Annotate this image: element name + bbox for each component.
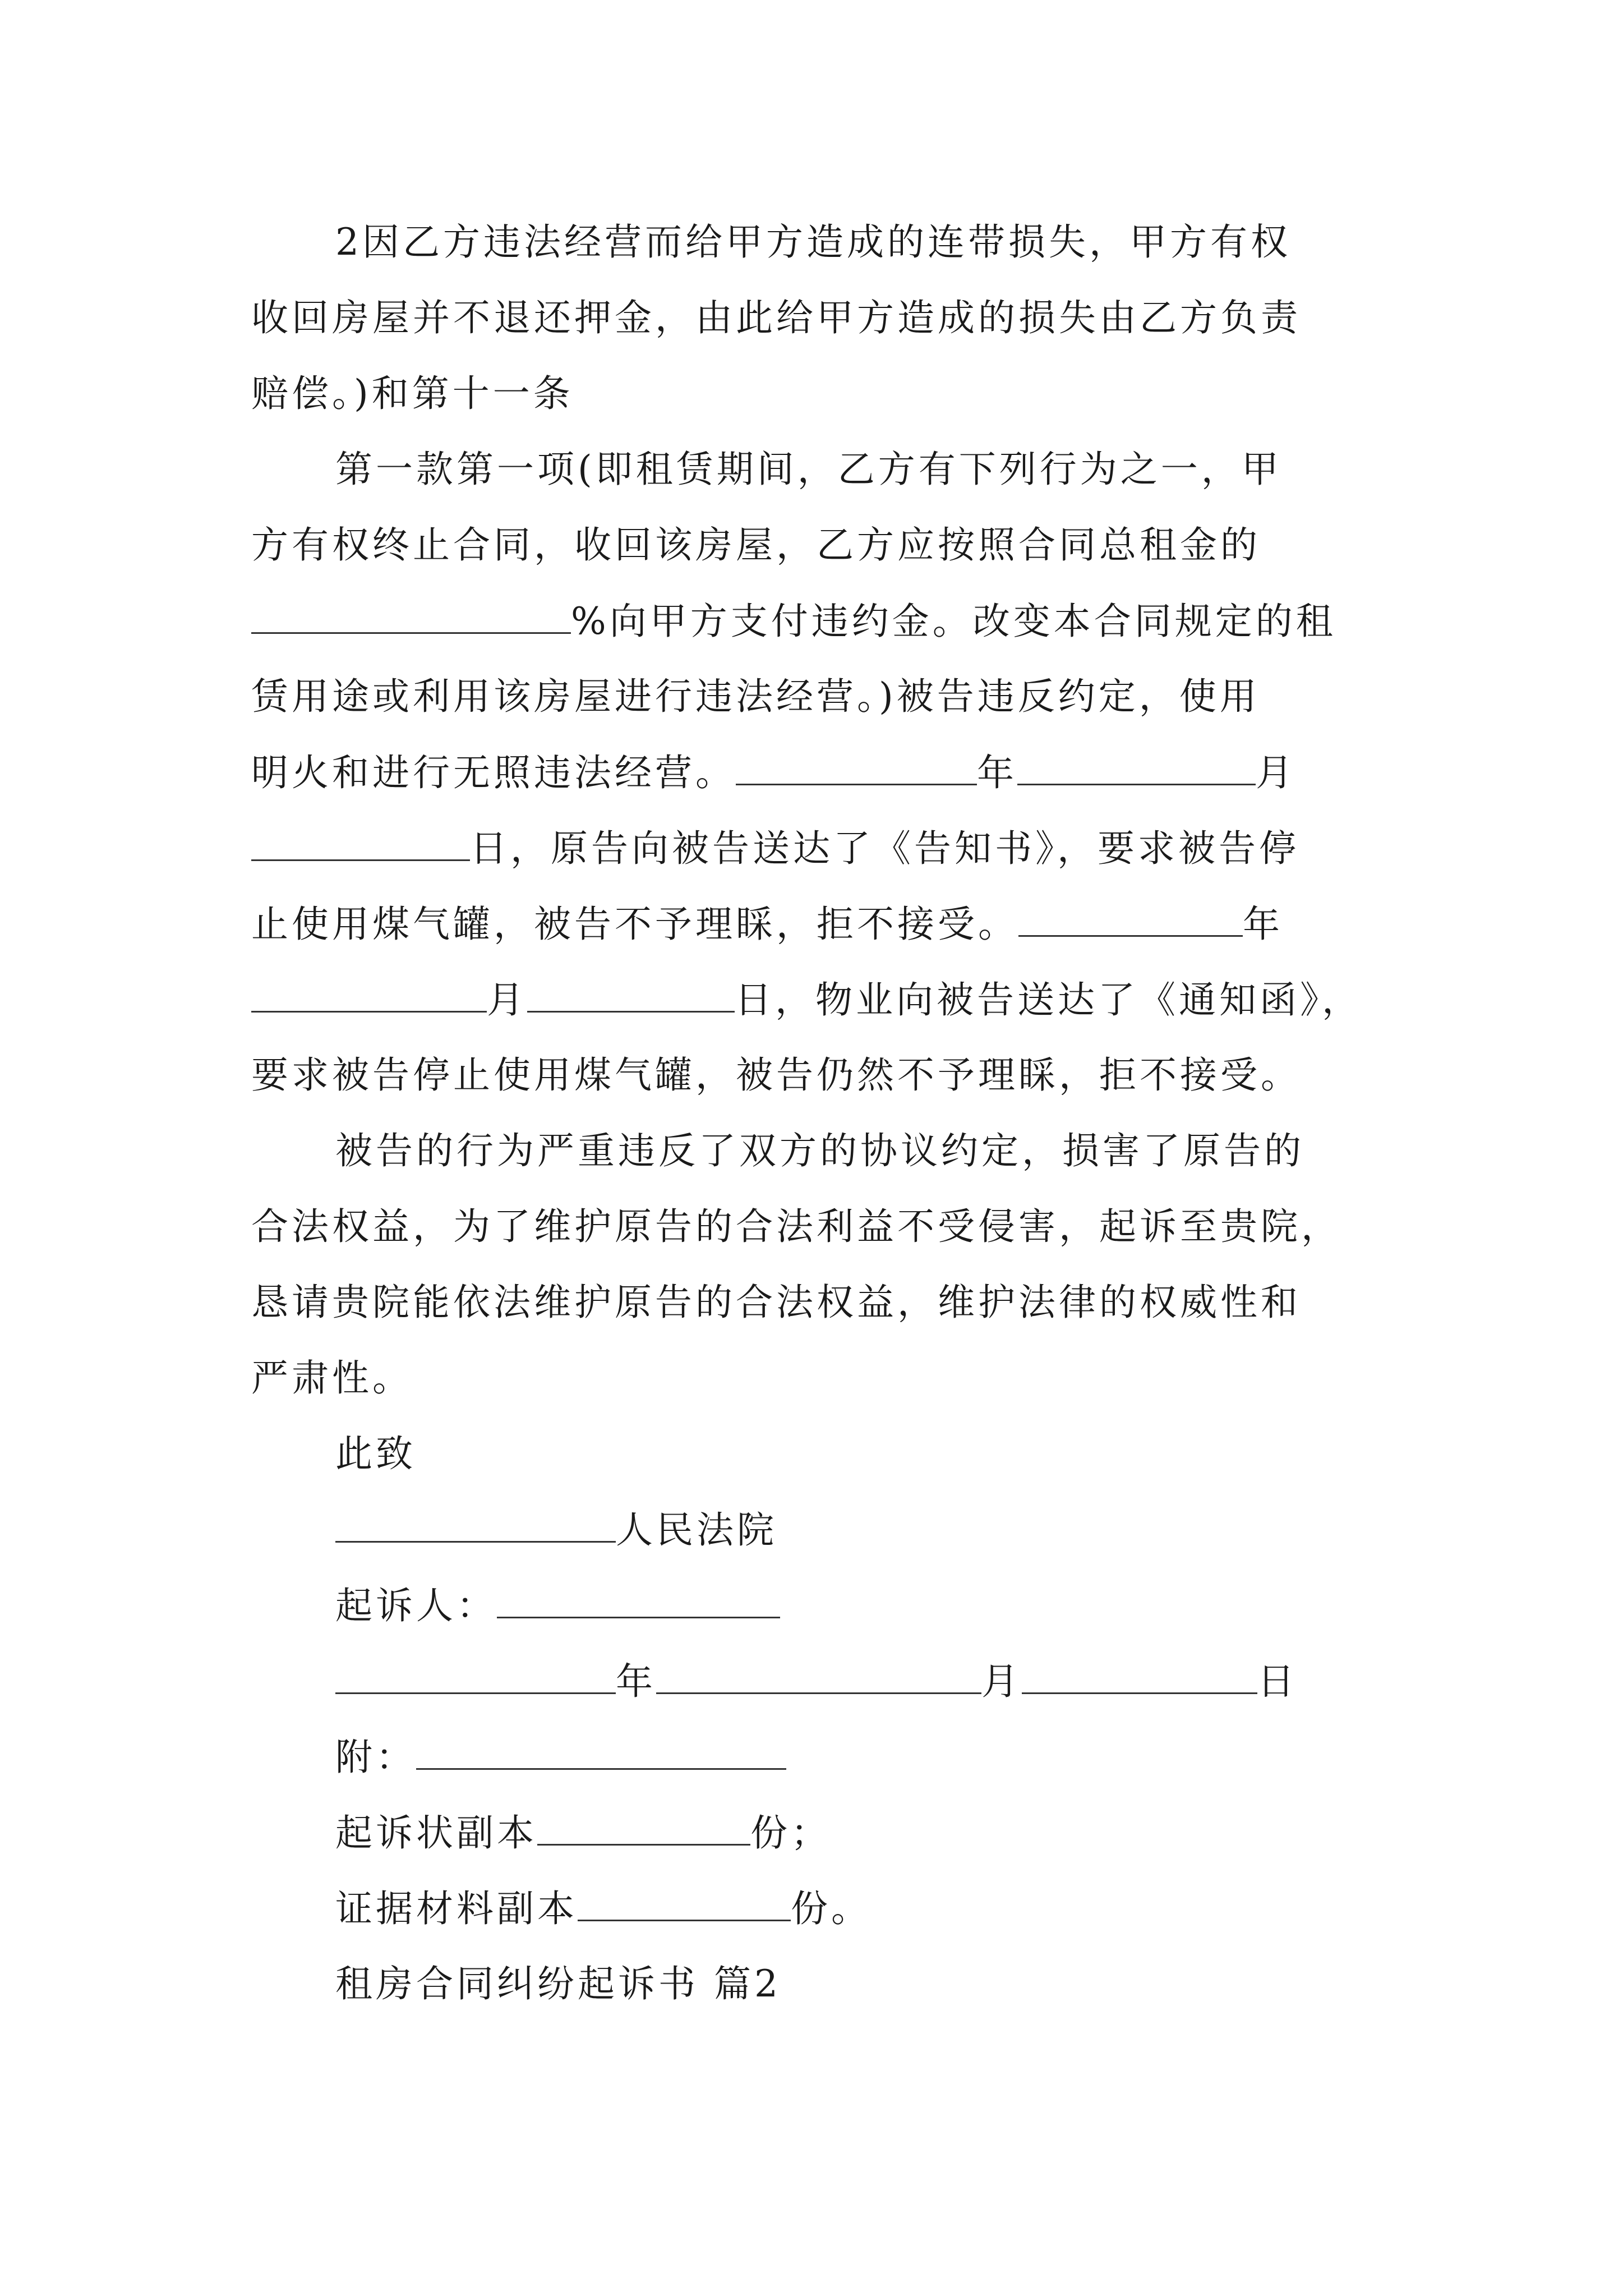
para2-line3-text: %向甲方支付违约金。改变本合同规定的租	[571, 600, 1336, 643]
attachment-label: 附：	[335, 1736, 416, 1779]
para1-line1: 2因乙方违法经营而给甲方造成的连带损失，甲方有权	[335, 220, 1291, 264]
copy-line	[335, 1810, 831, 1856]
evidence-count-blank[interactable]	[578, 1886, 791, 1921]
para2-line1: 第一款第一项(即租赁期间，乙方有下列行为之一，甲	[335, 448, 1282, 491]
para3-line3: 恳请贵院能依法维护原告的合法权益，维护法律的权威性和	[251, 1281, 1301, 1324]
date-year-label: 年	[616, 1660, 656, 1703]
court-label: 人民法院	[616, 1508, 777, 1552]
para2-line8	[251, 977, 1362, 1023]
para3-line1: 被告的行为严重违反了双方的协议约定，损害了原告的	[335, 1129, 1304, 1172]
attachment-line	[335, 1734, 786, 1780]
plaintiff-line	[335, 1583, 780, 1628]
para3-line4: 严肃性。	[251, 1356, 413, 1400]
date-line	[335, 1659, 1298, 1704]
date-day-label: 日	[1257, 1660, 1298, 1703]
para2-line7-text: 止使用煤气罐，被告不予理睬，拒不接受。	[251, 903, 1018, 946]
copy-count-blank[interactable]	[537, 1810, 750, 1846]
date-year-blank[interactable]	[335, 1659, 616, 1694]
copy-suffix: 份；	[750, 1811, 831, 1855]
date-month-label: 月	[981, 1660, 1022, 1703]
month-label-1: 月	[1256, 751, 1296, 794]
date-day-blank[interactable]	[1022, 1659, 1257, 1694]
para2-line4: 赁用途或利用该房屋进行违法经营。)被告违反约定，使用	[251, 675, 1260, 718]
month-label-2: 月	[487, 978, 527, 1022]
para3-line2: 合法权益，为了维护原告的合法利益不受侵害，起诉至贵院，	[251, 1205, 1341, 1248]
para2-line9: 要求被告停止使用煤气罐，被告仍然不予理睬，拒不接受。	[251, 1053, 1301, 1097]
para2-line7	[251, 901, 1283, 947]
para2-line3	[251, 599, 1336, 644]
month-blank-1[interactable]	[1017, 750, 1256, 785]
para1-line2: 收回房屋并不退还押金，由此给甲方造成的损失由乙方负责	[251, 296, 1301, 339]
evidence-line	[335, 1886, 872, 1931]
month-blank-2[interactable]	[251, 977, 487, 1013]
date-month-blank[interactable]	[656, 1659, 981, 1694]
para2-line8-text: 日，物业向被告送达了《通知函》，	[735, 978, 1362, 1022]
evidence-suffix: 份。	[791, 1887, 872, 1930]
attachment-blank[interactable]	[416, 1734, 786, 1770]
day-blank-1[interactable]	[251, 826, 470, 861]
para2-line2: 方有权终止合同，收回该房屋，乙方应按照合同总租金的	[251, 523, 1261, 567]
year-label-2: 年	[1243, 903, 1283, 946]
percent-blank[interactable]	[251, 599, 571, 634]
copy-label: 起诉状副本	[335, 1811, 537, 1855]
para2-line5-text: 明火和进行无照违法经营。	[251, 751, 736, 794]
para1-line3: 赔偿。)和第十一条	[251, 372, 574, 415]
para2-line6-text: 日，原告向被告送达了《告知书》，要求被告停	[470, 827, 1299, 870]
court-line	[335, 1507, 777, 1553]
para2-line5	[251, 750, 1296, 795]
year-label-1: 年	[977, 751, 1017, 794]
next-section-title: 租房合同纠纷起诉书 篇2	[335, 1962, 781, 2005]
year-blank-1[interactable]	[736, 750, 977, 785]
para2-line6	[251, 826, 1299, 871]
day-blank-2[interactable]	[527, 977, 735, 1013]
plaintiff-label: 起诉人：	[335, 1584, 497, 1627]
plaintiff-blank[interactable]	[497, 1583, 780, 1618]
court-name-blank[interactable]	[335, 1507, 616, 1543]
salutation: 此致	[335, 1432, 416, 1475]
year-blank-2[interactable]	[1018, 901, 1243, 937]
evidence-label: 证据材料副本	[335, 1887, 578, 1930]
